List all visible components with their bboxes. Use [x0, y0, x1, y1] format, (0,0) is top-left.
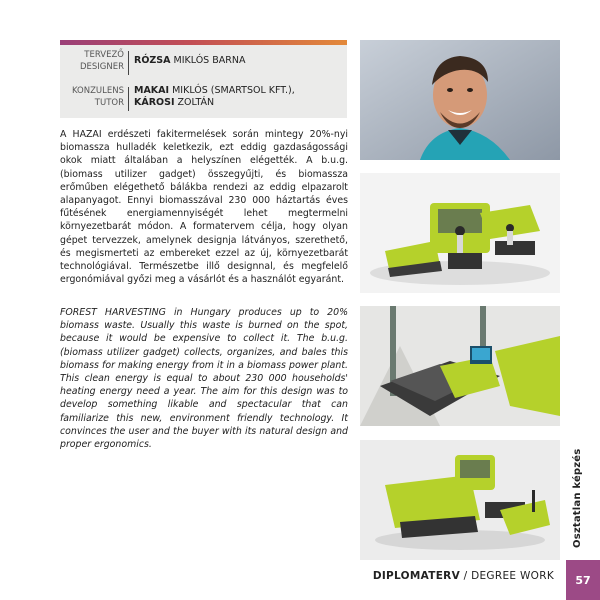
vehicle-render-3 [360, 440, 560, 560]
tutor-label: KONZULENS TUTOR [71, 86, 124, 108]
tutor-names [134, 85, 344, 109]
vehicle-render-1 [360, 173, 560, 293]
footer-label: DIPLOMATERV / DEGREE WORK [372, 570, 554, 582]
vehicle-render-2 [360, 306, 560, 426]
page-number: 57 [566, 560, 600, 600]
tutor-1: MAKAI MIKLÓS (SMARTSOL KFT.), [134, 85, 295, 96]
hungarian-text: A HAZAI erdészeti fakitermelések során mintegy 20%-nyi biomassza hulladék keletkezik, ezt eddig gazdaságossági okok miatt általában a helyszínen elégették. A b.u.g. (biomass utilizer gadget) összegyűjti, és biomassza erőműben elégethető bálákba rendezi az eddig elpazarolt alapanyagot. Ennyi biomasszával 230 000 háztartás éves fűtésének energiamennyiségét lehet megtermelni környezetbarát módon. A formatervem célja, hogy olyan gépet tervezzek, amelynek designja látványos, szerethető, és megismerteti az embereket ezzel az új, környezetbarát technológiával. Természetbe illő designnal, és megfelelő ergonómiával győzi meg a vásárlót és a használót egyaránt. [60, 129, 348, 286]
designer-label: TERVEZŐ DESIGNER [79, 50, 124, 72]
designer-name: RÓZSA MIKLÓS BARNA [134, 55, 246, 66]
english-text: FOREST HARVESTING in Hungary produces up to 20% biomass waste. Usually this waste is burned on the spot, because it would be expensive to collect it. The b.u.g. (biomass utilizer gadget) collects, organizes, and bales this biomass for making energy from it in a biomass power plant. This clean energy is equal to about 230 000 households' heating energy need a year. The aim for this design was to develop something likable and spectacular that can familiarize this new, environment friendly technology. It convinces the user and the buyer with its natural design and proper ergonomics. [60, 307, 348, 451]
gradient-bar [60, 40, 347, 45]
designer-portrait-photo [360, 40, 560, 160]
section-label: Osztatlan képzés [572, 448, 583, 548]
credits-box [60, 40, 347, 118]
tutor-2: KÁROSI ZOLTÁN [134, 97, 215, 108]
divider [128, 87, 129, 111]
divider [128, 51, 129, 75]
